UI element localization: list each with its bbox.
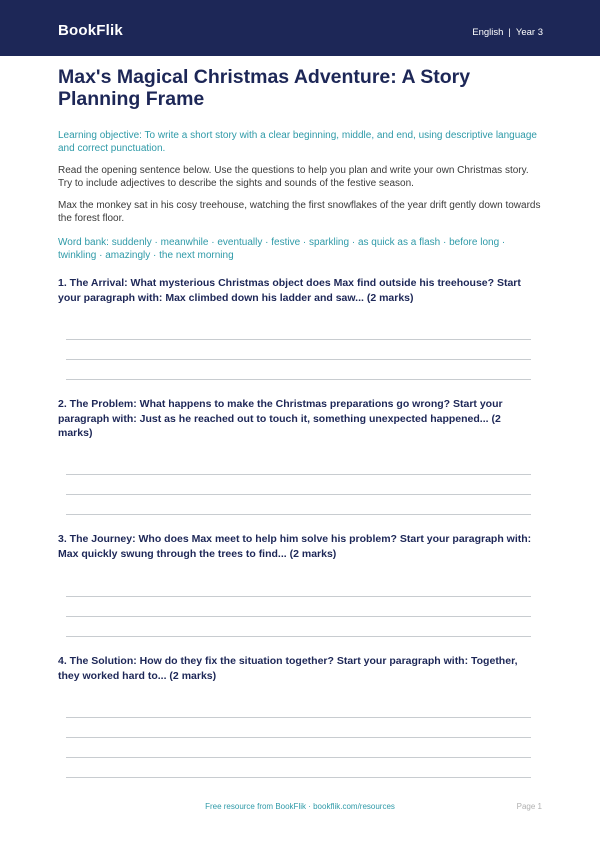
answer-line[interactable]	[66, 777, 531, 778]
subject-label: English	[472, 27, 504, 38]
answer-line[interactable]	[66, 514, 531, 515]
year-label: Year 3	[515, 27, 543, 38]
answer-line[interactable]	[66, 474, 531, 475]
learning-objective: Learning objective: To write a short story with a clear beginning, middle, and end, using descriptive language and correct punctuation.	[58, 130, 537, 154]
answer-line[interactable]	[66, 494, 531, 495]
page-title: Max's Magical Christmas Adventure: A Story Planning Frame	[58, 66, 471, 110]
answer-line[interactable]	[66, 717, 531, 718]
answer-line[interactable]	[66, 737, 531, 738]
page-number: Page 1	[516, 802, 542, 811]
question-1: 1. The Arrival: What mysterious Christmas object does Max find outside his treehouse? Start your paragraph with: Max climbed down his ladder and saw... (2 marks)	[58, 277, 521, 304]
question-2: 2. The Problem: What happens to make the Christmas preparations go wrong? Start your paragraph with: Just as he reached out to touch it, something unexpected happened... (2 marks)	[58, 398, 503, 439]
answer-line[interactable]	[66, 757, 531, 758]
header-separator: |	[508, 27, 511, 38]
brand-logo[interactable]: BookFlik	[58, 22, 123, 39]
word-bank: Word bank: suddenly · meanwhile · eventually · festive · sparkling · as quick as a flash · before long · twinkling · amazingly · the next morning	[58, 237, 506, 261]
worksheet-intro	[58, 66, 543, 262]
question-4: 4. The Solution: How do they fix the situation together? Start your paragraph with: Together, they worked hard to... (2 marks)	[58, 655, 518, 682]
header-meta	[472, 26, 543, 40]
answer-line[interactable]	[66, 359, 531, 360]
answer-line[interactable]	[66, 379, 531, 380]
instructions: Read the opening sentence below. Use the questions to help you plan and write your own Christmas story. Try to include adjectives to describe the sights and sounds of the festive season.	[58, 165, 529, 189]
opening-sentence: Max the monkey sat in his cosy treehouse, watching the first snowflakes of the year drift gently down towards the forest floor.	[58, 200, 541, 224]
answer-line[interactable]	[66, 636, 531, 637]
footer-link[interactable]: Free resource from BookFlik · bookflik.com/resources	[205, 802, 395, 811]
answer-line[interactable]	[66, 339, 531, 340]
question-3: 3. The Journey: Who does Max meet to help him solve his problem? Start your paragraph with: Max quickly swung through the trees to find... (2 marks)	[58, 533, 532, 560]
answer-line[interactable]	[66, 616, 531, 617]
page-header	[0, 0, 600, 56]
answer-line[interactable]	[66, 596, 531, 597]
